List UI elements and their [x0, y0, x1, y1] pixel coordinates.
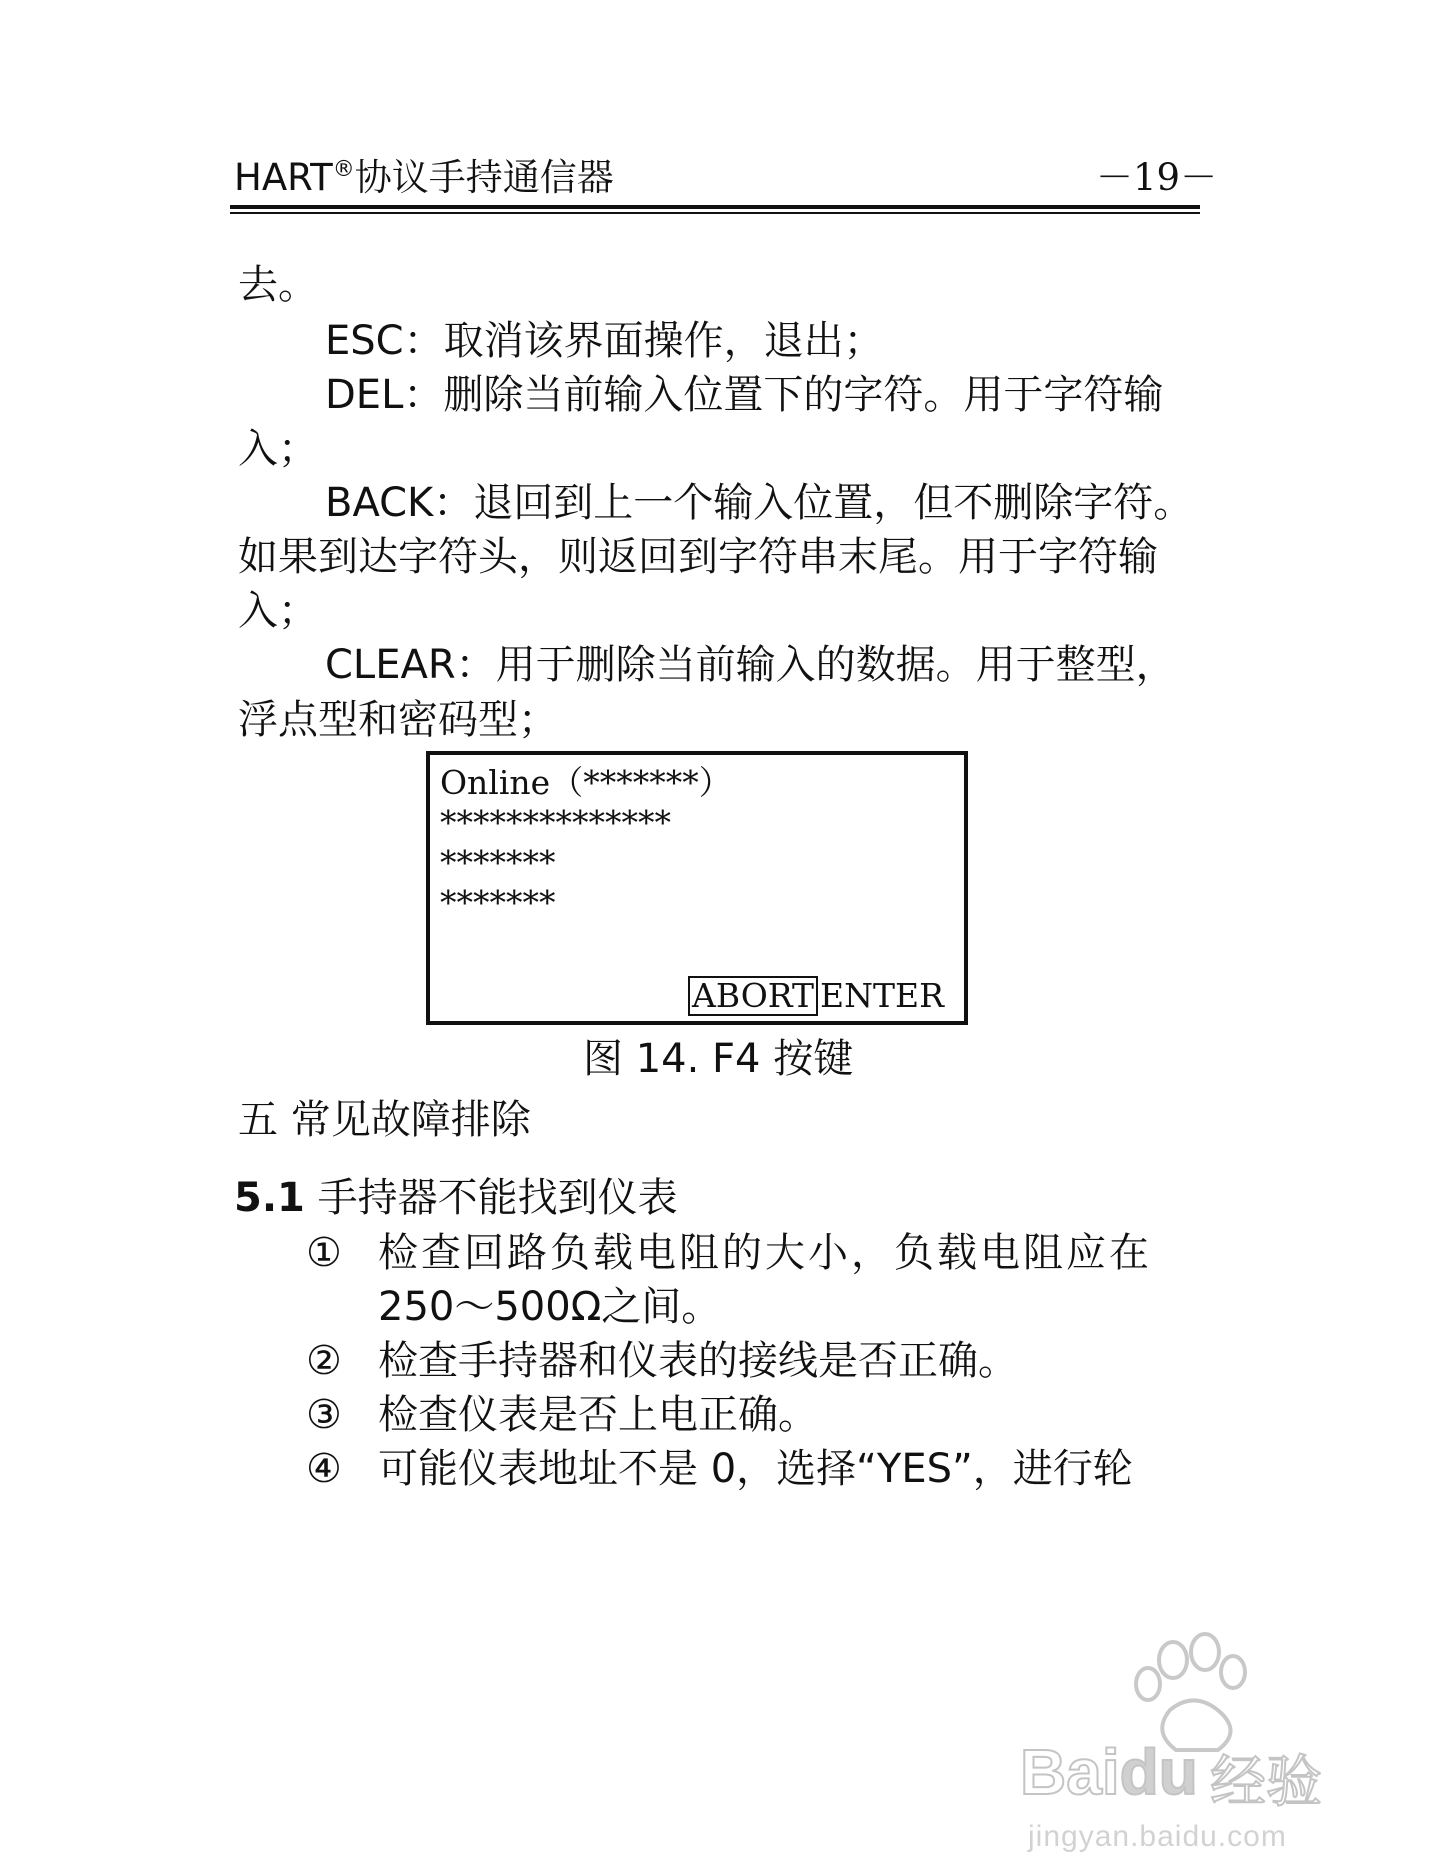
item-2-marker: ② — [306, 1338, 342, 1384]
back-description-line3: 入； — [238, 588, 318, 634]
screen-line-online: Online（*******） — [440, 763, 732, 802]
running-header-title — [234, 158, 614, 204]
abort-softkey: ABORT — [688, 976, 818, 1016]
subsection-number: 5.1 — [234, 1175, 305, 1221]
item-4-marker: ④ — [306, 1446, 342, 1492]
clear-description-line2: 浮点型和密码型； — [238, 697, 558, 743]
screen-line-4: ******* — [440, 883, 556, 922]
registered-mark: ® — [332, 157, 355, 182]
enter-softkey: ENTER — [820, 976, 944, 1015]
del-description-line2: 入； — [238, 426, 318, 472]
del-description-line1: DEL：删除当前输入位置下的字符。用于字符输 — [325, 372, 1164, 418]
paragraph-continuation: 去。 — [238, 262, 318, 308]
subsection-title: 手持器不能找到仪表 — [304, 1175, 678, 1221]
device-screen-figure — [426, 751, 968, 1025]
header-title-prefix: HART — [234, 156, 333, 199]
esc-description: ESC：取消该界面操作，退出； — [325, 318, 884, 364]
back-description-line2: 如果到达字符头，则返回到字符串末尾。用于字符输 — [238, 534, 1158, 580]
item-3-marker: ③ — [306, 1392, 342, 1438]
watermark-brand — [1020, 1735, 1198, 1809]
screen-line-3: ******* — [440, 843, 556, 882]
header-rule-thick — [230, 205, 1200, 209]
watermark-brand-bai: Bai — [1020, 1736, 1120, 1808]
item-4-text: 可能仪表地址不是 0，选择“YES”，进行轮 — [378, 1446, 1133, 1492]
baidu-jingyan-watermark — [1020, 1620, 1350, 1860]
watermark-label: 经验 — [1210, 1750, 1322, 1815]
subsection-heading — [234, 1175, 678, 1221]
figure-caption: 图 14. F4 按键 — [583, 1036, 854, 1082]
clear-description-line1: CLEAR：用于删除当前输入的数据。用于整型， — [325, 642, 1176, 688]
header-title-suffix: 协议手持通信器 — [354, 156, 614, 199]
screen-line-2: ************** — [440, 803, 671, 842]
item-1-marker: ① — [306, 1230, 342, 1276]
item-1-text-cont: 250～500Ω之间。 — [378, 1284, 722, 1330]
watermark-url: jingyan.baidu.com — [1028, 1820, 1287, 1853]
header-rule-thin — [230, 212, 1200, 214]
page-number: －19－ — [1096, 156, 1218, 199]
item-2-text: 检查手持器和仪表的接线是否正确。 — [378, 1338, 1018, 1384]
item-3-text: 检查仪表是否上电正确。 — [378, 1392, 818, 1438]
watermark-brand-du: du — [1119, 1736, 1198, 1808]
section-heading: 五 常见故障排除 — [238, 1097, 531, 1143]
item-1-text: 检查回路负载电阻的大小，负载电阻应在 — [378, 1230, 1152, 1276]
back-description-line1: BACK：退回到上一个输入位置，但不删除字符。 — [325, 480, 1194, 526]
